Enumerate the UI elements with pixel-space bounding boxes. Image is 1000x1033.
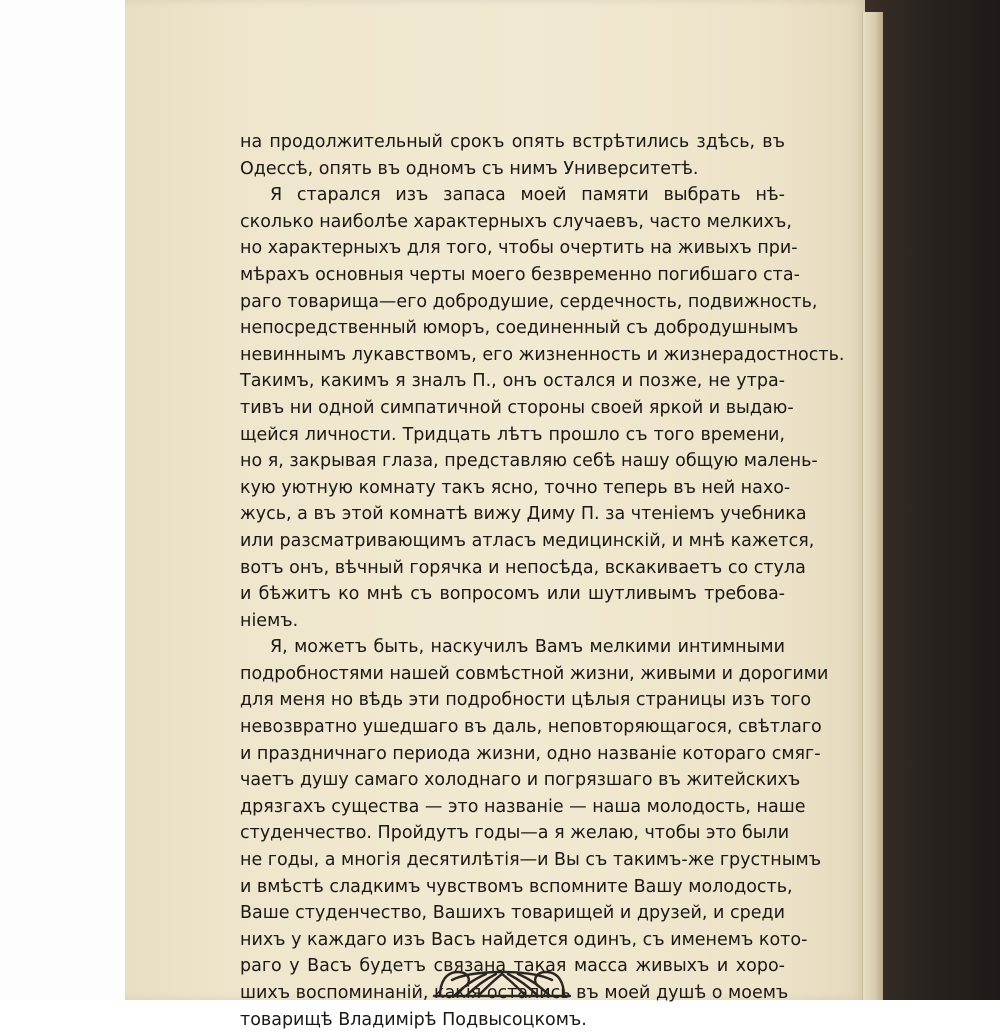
text-line: чаетъ душу самаго холоднаго и погрязшаго въ житейскихъ — [240, 770, 801, 791]
text-line: невиннымъ лукавствомъ, его жизненность и жизнерадостность. — [240, 344, 845, 365]
text-line: и бѣжитъ ко мнѣ съ вопросомъ или шутливымъ требова- — [240, 584, 785, 605]
text-line: дрязгахъ существа — это названiе — наша молодость, наше — [240, 796, 806, 817]
text-line: Одессѣ, опять въ одномъ съ нимъ Университетѣ. — [240, 158, 699, 179]
left-background — [0, 0, 125, 1000]
text-line: жусь, а въ этой комнатѣ вижу Диму П. за чтенiемъ учебника — [240, 504, 807, 525]
text-line: сколько наиболѣе характерныхъ случаевъ, часто мелкихъ, — [240, 211, 792, 232]
next-page-edge — [862, 12, 883, 1000]
text-line: Я, можетъ быть, наскучилъ Вамъ мелкими интимными — [270, 637, 785, 658]
text-line: Такимъ, какимъ я зналъ П., онъ остался и позже, не утра- — [240, 371, 785, 392]
text-line: для меня но вѣдь эти подробности цѣлыя страницы изъ того — [240, 690, 812, 711]
text-line: и вмѣстѣ сладкимъ чувствомъ вспомните Вашу молодость, — [240, 876, 793, 897]
text-line: и праздничнаго периода жизни, одно названiе котораго смяг- — [240, 743, 821, 764]
text-line: раго у Васъ будетъ связана такая масса живыхъ и хоро- — [240, 956, 785, 977]
text-line: но характерныхъ для того, чтобы очертить на живыхъ при- — [240, 238, 798, 259]
text-line: тивъ ни одной симпатичной стороны своей яркой и выдаю- — [240, 397, 794, 418]
text-line: невозвратно ушедшаго въ даль, неповторяющагося, свѣтлаго — [240, 717, 822, 738]
text-line: нихъ у каждаго изъ Васъ найдется одинъ, съ именемъ кото- — [240, 929, 808, 950]
text-line: шихъ воспоминанiй, какiя остались въ моей душѣ о моемъ — [240, 983, 789, 1003]
text-line: раго товарища—его добродушие, сердечность, подвижность, — [240, 291, 818, 312]
text-line: но я, закрывая глаза, представляю себѣ нашу общую малень- — [240, 451, 818, 472]
text-line: вотъ онъ, вѣчный горячка и непосѣда, вскакиваетъ со стула — [240, 557, 806, 578]
text-line: подробностями нашей совмѣстной жизни, живыми и дорогими — [240, 663, 829, 684]
right-background — [865, 0, 1000, 1000]
text-line: не годы, а многiя десятилѣтiя—и Вы съ такимъ-же грустнымъ — [240, 850, 822, 871]
text-line: мѣрахъ основныя черты моего безвременно погибшаго ста- — [240, 264, 800, 285]
text-line: Я старался изъ запаса моей памяти выбрать нѣ- — [270, 185, 785, 206]
text-line: студенчество. Пройдутъ годы—а я желаю, чтобы это были — [240, 823, 790, 844]
text-line: кую уютную комнату такъ ясно, точно теперь въ ней нахо- — [240, 477, 791, 498]
text-line: Ваше студенчество, Вашихъ товарищей и друзей, и среди — [240, 903, 785, 924]
text-line: нiемъ. — [240, 610, 299, 631]
decorative-ornament-icon — [432, 962, 572, 998]
text-line: щейся личности. Тридцать лѣтъ прошло съ того времени, — [240, 424, 785, 445]
text-line: на продолжительный срокъ опять встрѣтились здѣсь, въ — [240, 132, 785, 152]
text-line: товарищѣ Владимiрѣ Подвысоцкомъ. — [240, 1009, 587, 1030]
text-line: или разсматривающимъ атласъ медицинскiй, и мнѣ кажется, — [240, 530, 815, 551]
body-text — [240, 129, 845, 1033]
text-line: непосредственный юморъ, соединенный съ добродушнымъ — [240, 318, 799, 339]
